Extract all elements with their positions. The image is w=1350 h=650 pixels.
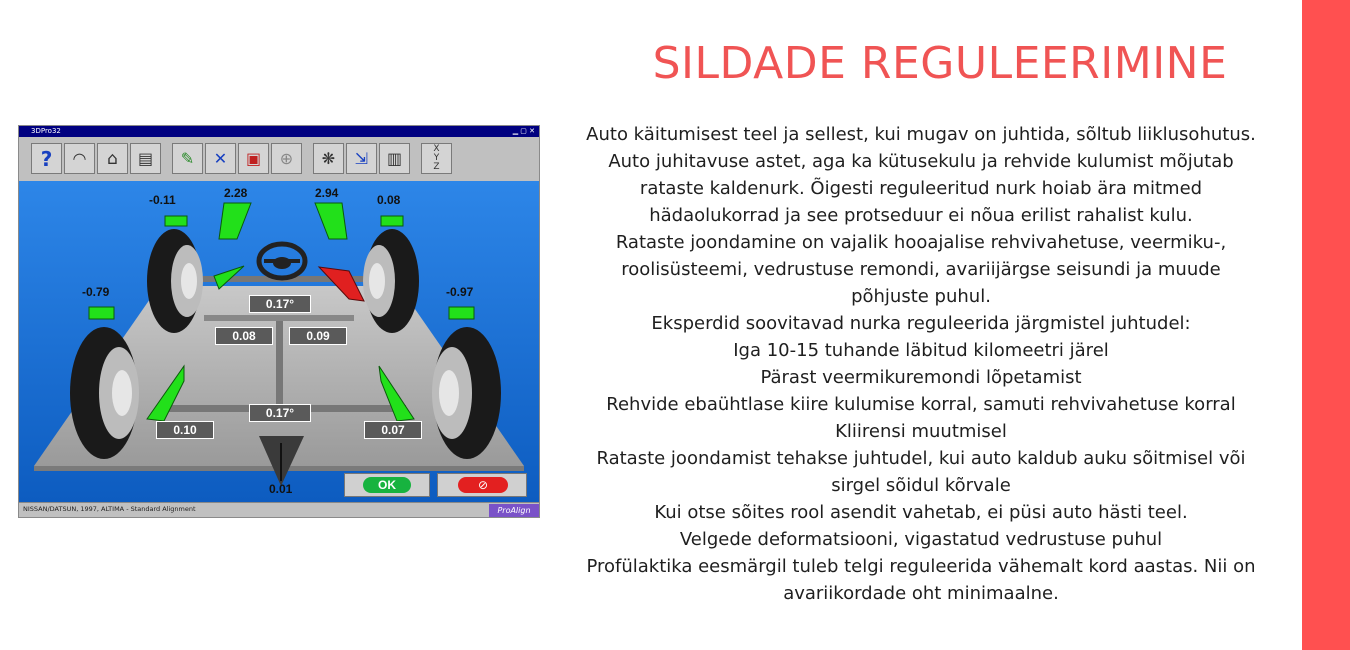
- paragraph-line: Iga 10-15 tuhande läbitud kilomeetri järel: [733, 340, 1109, 361]
- reading-thrust-angle: 0.01: [269, 482, 293, 496]
- paragraph-line: rataste kaldenurk. Õigesti reguleeritud nurk hoiab ära mitmed: [639, 178, 1203, 199]
- home-icon[interactable]: ⌂: [97, 143, 128, 174]
- xyz-icon[interactable]: X Y Z: [421, 143, 452, 174]
- paragraph-line: Pärast veermikuremondi lõpetamist: [760, 367, 1082, 388]
- brand-badge: ProAlign: [489, 504, 539, 517]
- cancel-button[interactable]: [437, 473, 527, 497]
- alignment-viewport: [19, 181, 539, 502]
- status-text: NISSAN/DATSUN, 1997, ALTIMA - Standard Alignment: [23, 505, 196, 513]
- cancel-icon: ⊘: [458, 477, 508, 493]
- help-icon[interactable]: ?: [31, 143, 62, 174]
- window-controls: ▁ ▢ ✕: [512, 127, 535, 135]
- reading-front-left-caster: 2.28: [224, 186, 248, 200]
- paragraph-line: sirgel sõidul kõrvale: [831, 475, 1011, 496]
- reading-front-left-camber: -0.11: [149, 193, 176, 207]
- paragraph-line: Rataste joondamine on vajalik hooajalise rehvivahetuse, veermiku-,: [615, 232, 1227, 253]
- ok-button[interactable]: [344, 473, 430, 497]
- reading-rear-total-toe: 0.17°: [249, 404, 311, 422]
- page-title: SILDADE REGULEERIMINE: [652, 38, 1228, 89]
- wand-icon[interactable]: ✎: [172, 143, 203, 174]
- reading-rear-right-camber: -0.97: [446, 285, 474, 299]
- paragraph-line: Kui otse sõites rool asendit vahetab, ei püsi auto hästi teel.: [654, 502, 1188, 523]
- paragraph-line: Rataste joondamist tehakse juhtudel, kui auto kaldub auku sõitmisel või: [596, 448, 1246, 469]
- specs-icon[interactable]: ❋: [313, 143, 344, 174]
- paragraph-line: põhjuste puhul.: [851, 286, 991, 307]
- zoom-icon[interactable]: ⊕: [271, 143, 302, 174]
- paragraph-line: Auto juhitavuse astet, aga ka kütusekulu ja rehvide kulumist mõjutab: [608, 151, 1234, 172]
- reading-front-right-camber: 0.08: [377, 193, 401, 207]
- gauge-icon[interactable]: ◠: [64, 143, 95, 174]
- paragraph-line: Kliirensi muutmisel: [835, 421, 1007, 442]
- reading-front-left-toe: 0.08: [215, 327, 273, 345]
- paragraph-line: Rehvide ebaühtlase kiire kulumise korral, samuti rehvivahetuse korral: [606, 394, 1236, 415]
- paragraph-line: Auto käitumisest teel ja sellest, kui mugav on juhtida, sõltub liiklusohutus.: [586, 124, 1256, 145]
- window-titlebar: [19, 126, 539, 137]
- alignment-screenshot: [18, 125, 540, 518]
- printer-icon[interactable]: ▤: [130, 143, 161, 174]
- ok-label: OK: [363, 477, 411, 493]
- status-bar: [19, 502, 539, 518]
- alignment-graphic: [19, 181, 539, 502]
- lift-icon[interactable]: ▣: [238, 143, 269, 174]
- article-text: [556, 121, 1286, 607]
- paragraph-line: roolisüsteemi, vedrustuse remondi, avariijärgse seisundi ja muude: [621, 259, 1221, 280]
- paragraph-line: Velgede deformatsiooni, vigastatud vedrustuse puhul: [679, 529, 1163, 550]
- reading-front-right-caster: 2.94: [315, 186, 339, 200]
- paragraph-line: Profülaktika eesmärgil tuleb telgi reguleerida vähemalt kord aastas. Nii on: [586, 556, 1256, 577]
- reading-front-total-toe: 0.17°: [249, 295, 311, 313]
- toolbar: [19, 137, 539, 181]
- import-icon[interactable]: ⇲: [346, 143, 377, 174]
- reading-front-right-toe: 0.09: [289, 327, 347, 345]
- paragraph-line: avariikordade oht minimaalne.: [783, 583, 1059, 604]
- reading-rear-right-toe: 0.07: [364, 421, 422, 439]
- accent-bar: [1302, 0, 1350, 650]
- center-beam: [276, 321, 283, 411]
- paragraph-line: Eksperdid soovitavad nurka reguleerida järgmistel juhtudel:: [651, 313, 1191, 334]
- report-icon[interactable]: ▥: [379, 143, 410, 174]
- paragraph-line: hädaolukorrad ja see protseduur ei nõua erilist rahalist kulu.: [649, 205, 1193, 226]
- reading-rear-left-toe: 0.10: [156, 421, 214, 439]
- reading-rear-left-camber: -0.79: [82, 285, 110, 299]
- wrench-icon[interactable]: ✕: [205, 143, 236, 174]
- front-crossbar: [204, 315, 354, 321]
- window-title: 3DPro32: [31, 127, 61, 135]
